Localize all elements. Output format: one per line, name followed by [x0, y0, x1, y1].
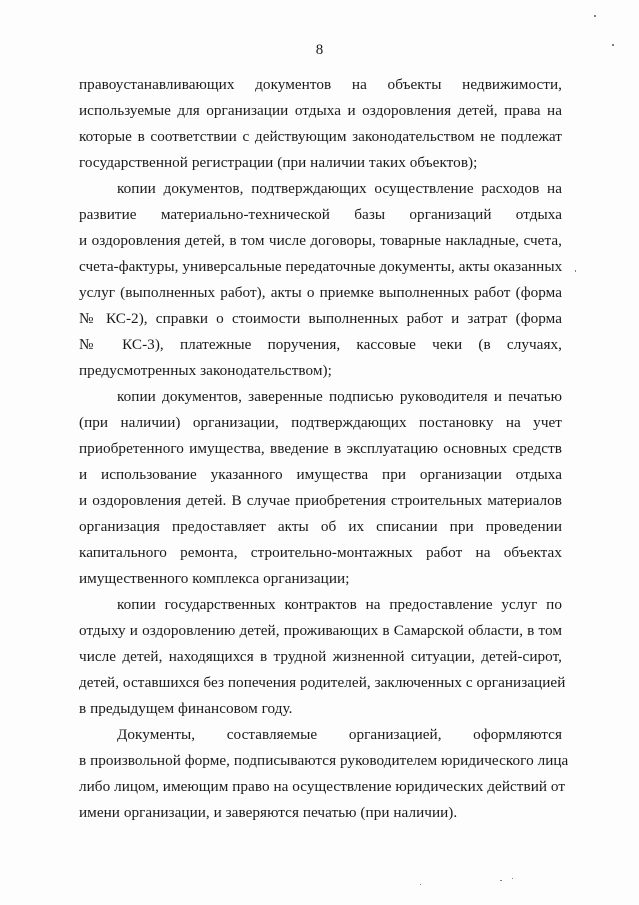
paragraph-line: правоустанавливающих документов на объекты недвижимости,: [79, 76, 562, 93]
paragraph-line: Документы, составляемые организацией, оформляются: [117, 726, 562, 743]
scan-speck: [612, 44, 614, 46]
paragraph-line: № КС-3), платежные поручения, кассовые чеки (в случаях,: [79, 336, 562, 353]
paragraph-line: приобретенного имущества, введение в эксплуатацию основных средств: [79, 440, 562, 457]
scan-speck: [594, 15, 596, 17]
paragraph-line: развитие материально-технической базы организаций отдыха: [79, 206, 562, 223]
paragraph-line: в предыдущем финансовом году.: [79, 700, 293, 717]
paragraph-line: числе детей, находящихся в трудной жизненной ситуации, детей-сирот,: [79, 648, 562, 665]
paragraph-line: в произвольной форме, подписываются руководителем юридического лица: [79, 752, 569, 769]
scan-speck: [575, 270, 576, 272]
paragraph-line: предусмотренных законодательством);: [79, 362, 332, 379]
scan-speck: [500, 880, 502, 881]
paragraph-line: имущественного комплекса организации;: [79, 570, 350, 587]
paragraph-line: и использование указанного имущества при организации отдыха: [79, 466, 562, 483]
paragraph-line: счета-фактуры, универсальные передаточные документы, акты оказанных: [79, 258, 563, 275]
paragraph-line: (при наличии) организации, подтверждающих постановку на учет: [79, 414, 562, 431]
paragraph-line: детей, оставшихся без попечения родителей, заключенных с организацией: [79, 674, 566, 691]
paragraph-line: и оздоровления детей, в том числе договоры, товарные накладные, счета,: [79, 232, 562, 249]
page-number: 8: [315, 42, 324, 58]
paragraph-line: которые в соответствии с действующим законодательством не подлежат: [79, 128, 562, 145]
paragraph-line: и оздоровления детей. В случае приобретения строительных материалов: [79, 492, 562, 509]
paragraph-line: копии государственных контрактов на предоставление услуг по: [117, 596, 562, 613]
paragraph-line: № КС-2), справки о стоимости выполненных работ и затрат (форма: [79, 310, 562, 327]
paragraph-line: капитального ремонта, строительно-монтажных работ на объектах: [79, 544, 562, 561]
paragraph-line: копии документов, подтверждающих осуществление расходов на: [117, 180, 562, 197]
paragraph-line: государственной регистрации (при наличии таких объектов);: [79, 154, 478, 171]
scan-speck: [420, 884, 421, 885]
paragraph-line: услуг (выполненных работ), акты о приемке выполненных работ (форма: [79, 284, 562, 301]
paragraph-line: копии документов, заверенные подписью руководителя и печатью: [117, 388, 562, 405]
paragraph-line: либо лицом, имеющим право на осуществление юридических действий от: [79, 778, 566, 795]
paragraph-line: используемые для организации отдыха и оздоровления детей, права на: [79, 102, 562, 119]
scan-speck: [512, 878, 513, 879]
paragraph-line: отдыху и оздоровлению детей, проживающих в Самарской области, в том: [79, 622, 562, 639]
paragraph-line: организация предоставляет акты об их списании при проведении: [79, 518, 562, 535]
paragraph-line: имени организации, и заверяются печатью (при наличии).: [79, 804, 458, 821]
